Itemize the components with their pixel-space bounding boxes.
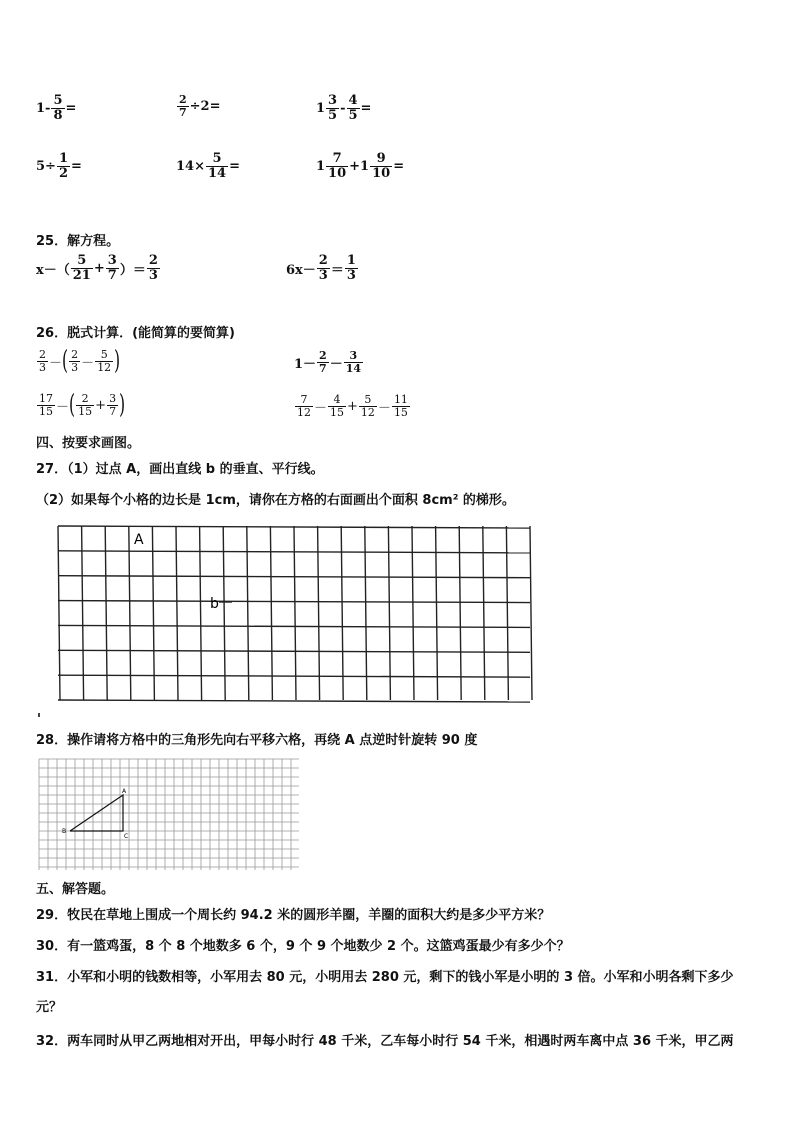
q26-expression-4 [294,394,411,418]
calc-text: 1- [36,100,51,116]
numerator: 9 [376,151,386,166]
fraction [345,254,358,282]
vertex-c-label: C [124,833,129,840]
eq-text: － [56,399,70,415]
drawing-grid-1 [56,524,536,704]
q28-text: 28．操作请将方格中的三角形先向右平移六格，再绕 A 点逆时针旋转 90 度 [36,733,478,748]
q25-equation-2 [286,254,359,282]
calc-text: 1 [316,100,326,116]
numerator: 5 [212,151,222,166]
denominator: 3 [318,267,328,283]
left-paren: ( [69,390,76,420]
stray-mark [38,713,40,717]
numerator: 2 [148,253,158,268]
fraction [37,349,48,373]
grid-line [530,526,532,700]
grid-line [129,526,131,700]
q25-title: 25．解方程。 [36,234,120,249]
eq-text: － [329,356,343,372]
fraction [328,394,346,418]
section-4-heading: 四、按要求画图。 [36,436,141,451]
numerator: 11 [393,393,408,406]
calc-item-4 [36,152,82,180]
fraction [392,394,410,418]
denominator: 3 [39,360,46,374]
fraction [95,349,113,373]
fraction [317,254,330,282]
denominator: 7 [109,404,117,418]
eq-text: x－（ [36,262,70,278]
eq-text: ）＝ [119,262,146,278]
calc-text: +1 [349,158,370,174]
calc-text: = [71,158,82,174]
fraction [317,350,329,374]
right-paren: ) [114,346,121,376]
numerator: 2 [319,349,327,362]
grid-line [58,700,530,702]
drawing-grid-2 [38,758,302,872]
line-b-label: b [210,596,219,612]
q26-expression-1 [36,348,120,374]
point-a-label: A [134,532,144,548]
q31-text-line-2: 元？ [36,1000,63,1015]
eq-text: + [95,397,107,413]
denominator: 7 [319,361,327,375]
denominator: 15 [78,404,93,418]
grid-line [58,526,60,700]
denominator: 3 [71,360,79,374]
denominator: 10 [372,165,391,181]
fraction [107,393,118,417]
denominator: 15 [330,405,345,419]
grid-line [58,675,530,677]
section-5-heading: 五、解答题。 [36,882,115,897]
denominator: 21 [72,267,91,283]
grid-line [58,650,530,652]
numerator: 4 [333,393,341,406]
denominator: 3 [148,267,158,283]
calc-item-2 [176,94,221,118]
numerator: 2 [71,347,79,361]
grid-line [58,601,530,603]
numerator: 2 [179,93,187,106]
fraction [69,349,80,373]
fraction [37,393,55,417]
denominator: 8 [53,107,63,123]
q30-text: 30．有一篮鸡蛋，8 个 8 个地数多 6 个，9 个 9 个地数少 2 个。这篮鸡蛋最少有多少个？ [36,939,570,954]
fraction [76,393,94,417]
numerator: 3 [109,391,117,405]
denominator: 5 [328,107,338,123]
eq-text: － [314,400,328,416]
denominator: 14 [207,165,227,181]
eq-text: 6x－ [286,262,316,278]
calc-text: = [393,158,405,174]
numerator: 1 [58,151,68,166]
q27-part-2: （2）如果每个小格的边长是 1cm，请你在方格的右面画出个面积 8cm² 的梯形。 [36,493,515,508]
fraction [106,254,119,282]
numerator: 5 [100,347,108,361]
calc-text: 5÷ [36,158,56,174]
eq-text: － [49,355,63,371]
denominator: 3 [346,267,356,283]
denominator: 5 [348,107,358,123]
numerator: 3 [349,349,358,362]
numerator: 2 [39,347,46,361]
grid-line [176,526,178,700]
fraction [147,254,160,282]
eq-text: + [93,260,105,276]
denominator: 10 [328,165,347,181]
calc-item-6 [316,152,404,180]
denominator: 14 [345,361,362,375]
numerator: 4 [348,93,358,108]
left-paren: ( [62,346,69,376]
denominator: 12 [360,405,375,419]
fraction [51,94,64,122]
calc-text: - [340,100,346,116]
calc-text: = [65,100,77,116]
calc-text: = [229,158,240,174]
calc-text: 1 [316,158,326,174]
calc-text: ÷2= [189,98,221,114]
numerator: 5 [53,93,63,108]
grid-line [105,526,107,700]
calc-text: = [360,100,372,116]
eq-text: 1－ [294,356,317,372]
numerator: 5 [364,393,372,406]
numerator: 3 [107,253,117,268]
q29-text: 29．牧民在草地上围成一个周长约 94.2 米的圆形羊圈，羊圈的面积大约是多少平方米？ [36,908,551,923]
right-paren: ) [119,390,126,420]
q32-text: 32．两车同时从甲乙两地相对开出，甲每小时行 48 千米，乙车每小时行 54 千米，相遇时两车离中点 36 千米，甲乙两 [36,1034,734,1049]
q26-expression-3 [36,392,125,418]
numerator: 7 [300,393,308,406]
eq-text: + [347,398,358,414]
numerator: 5 [77,253,87,268]
denominator: 12 [297,405,311,419]
denominator: 15 [39,404,53,418]
numerator: 2 [81,391,89,405]
grid-line [58,625,530,627]
eq-text: － [377,400,391,416]
denominator: 2 [58,165,68,181]
q31-text-line-1: 31．小军和小明的钱数相等，小军用去 80 元，小明用去 280 元，剩下的钱小军是小明的 3 倍。小军和小明各剩下多少 [36,970,734,985]
denominator: 12 [97,360,112,374]
calc-text: 14× [176,158,205,174]
fraction [370,152,392,180]
numerator: 3 [328,93,338,108]
numerator: 17 [39,391,53,405]
fraction [326,152,348,180]
denominator: 7 [179,105,187,119]
numerator: 7 [332,151,342,166]
q26-title: 26．脱式计算．(能简算的要简算) [36,326,235,341]
fraction [295,394,313,418]
fraction [359,394,377,418]
grid-line [82,526,84,700]
calc-item-3 [316,94,371,122]
vertex-a-label: A [122,788,127,795]
q25-equation-1 [36,254,161,282]
vertex-b-label: B [62,828,67,835]
grid-line [152,526,154,700]
fraction [344,350,363,374]
fraction [71,254,93,282]
eq-text: － [81,355,95,371]
fraction [326,94,339,122]
fraction [57,152,70,180]
fraction [206,152,228,180]
numerator: 1 [346,253,356,268]
fraction [177,94,189,118]
denominator: 7 [107,267,117,283]
q26-expression-2 [294,350,364,374]
numerator: 2 [318,253,328,268]
denominator: 15 [393,405,408,419]
eq-text: ＝ [330,262,344,278]
calc-item-5 [176,152,240,180]
calc-item-1 [36,94,76,122]
q27-part-1: 27．（1）过点 A，画出直线 b 的垂直、平行线。 [36,462,324,477]
fraction [347,94,360,122]
